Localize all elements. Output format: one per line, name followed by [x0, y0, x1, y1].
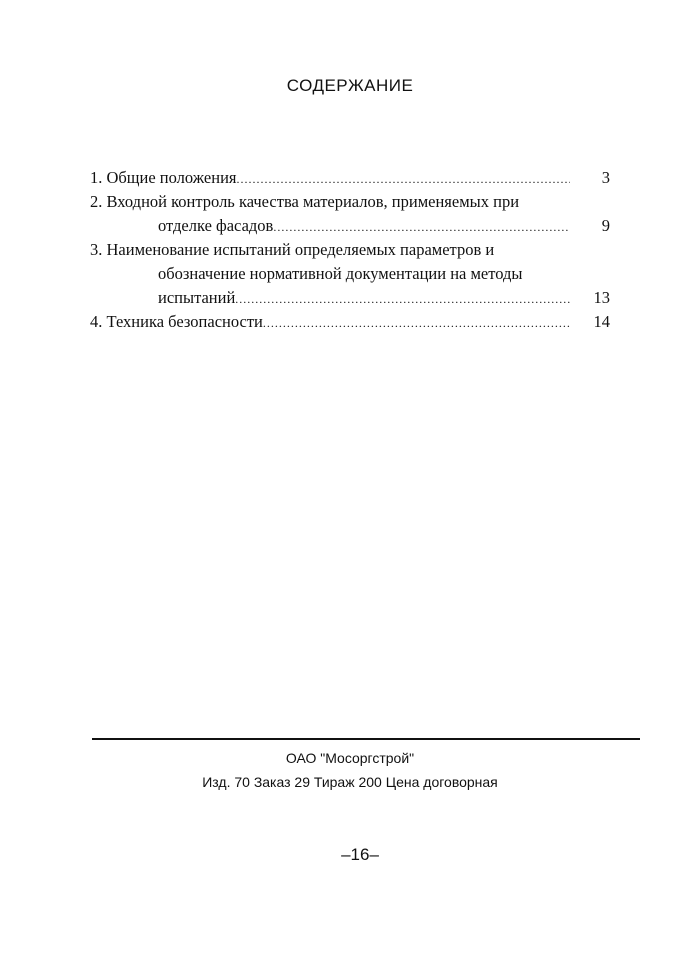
page-number: –16–	[341, 845, 379, 864]
toc-item-1-page: 3	[601, 168, 610, 187]
toc-item-2-heading-line-1: Входной контроль качества материалов, применяемых при	[106, 192, 520, 211]
toc-item-1-number: 1.	[90, 168, 103, 187]
toc-item-2-head	[90, 190, 519, 214]
document-title: СОДЕРЖАНИЕ	[286, 76, 414, 95]
toc-item-1-heading: Общие положения	[106, 168, 237, 187]
toc-item-3-line-1	[90, 238, 610, 262]
toc-leader-dots	[235, 287, 570, 311]
toc-item-4-page: 14	[593, 312, 610, 331]
toc-leader-dots	[263, 311, 570, 335]
toc-item-3-heading-line-1: Наименование испытаний определяемых параметров и	[106, 240, 495, 259]
toc-item-4-number: 4.	[90, 312, 103, 331]
toc-item-2-page: 9	[601, 216, 610, 235]
toc-leader-dots	[273, 215, 570, 239]
toc-item-1-text	[90, 166, 237, 190]
imprint-line: Изд. 70 Заказ 29 Тираж 200 Цена договорная	[202, 774, 498, 790]
toc-item-3-line-3	[90, 286, 610, 310]
toc-item-2-heading-line-2: отделке фасадов	[158, 216, 274, 235]
toc-item-3-line-2	[90, 262, 610, 286]
toc-item-3-number: 3.	[90, 240, 103, 259]
toc-item-2-line-2	[90, 214, 610, 238]
toc-leader-dots	[237, 167, 571, 191]
toc-item-2-number: 2.	[90, 192, 103, 211]
toc-item-4-text	[90, 310, 263, 334]
toc-item-1	[90, 166, 610, 190]
toc-item-2-line-1	[90, 190, 610, 214]
toc-item-3-heading-line-2: обозначение нормативной документации на методы	[158, 264, 523, 283]
publisher-name: ОАО "Мосоргстрой"	[285, 750, 415, 766]
table-of-contents	[90, 166, 610, 334]
toc-item-3-page: 13	[593, 288, 610, 307]
toc-item-4-heading: Техника безопасности	[106, 312, 263, 331]
toc-item-4	[90, 310, 610, 334]
footer-rule	[92, 738, 640, 740]
toc-item-3-heading-line-3: испытаний	[158, 288, 236, 307]
